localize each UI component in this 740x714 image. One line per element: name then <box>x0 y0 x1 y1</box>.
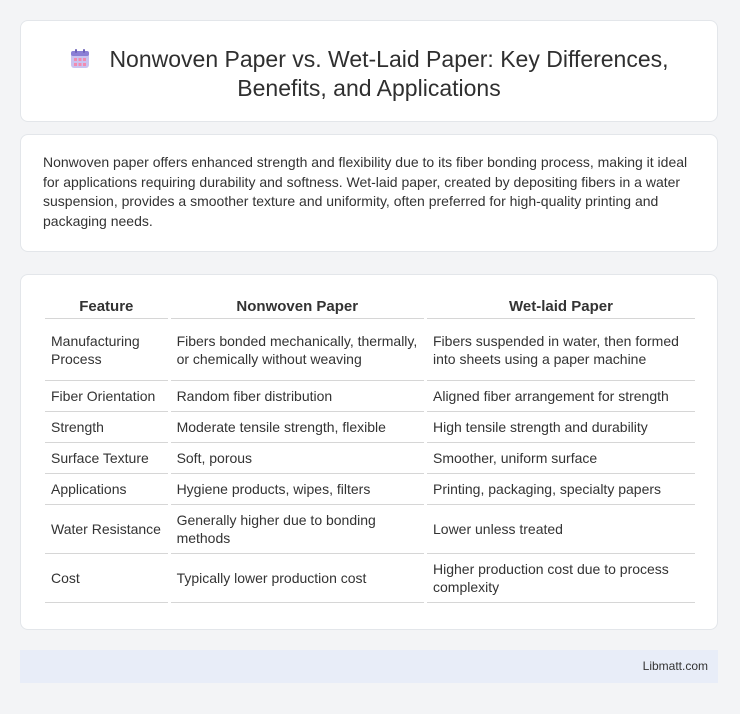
footer-bar <box>20 650 718 683</box>
table-row <box>45 474 695 505</box>
column-header-wet-laid: Wet-laid Paper <box>427 293 695 319</box>
table-cell-feature: Strength <box>45 412 168 443</box>
comparison-table <box>42 293 698 603</box>
table-row <box>45 505 695 554</box>
table-cell-wet-laid: Higher production cost due to process complexity <box>427 554 695 603</box>
table-cell-feature: Surface Texture <box>45 443 168 474</box>
table-cell-wet-laid: Fibers suspended in water, then formed into sheets using a paper machine <box>427 319 695 381</box>
table-row <box>45 319 695 381</box>
table-cell-feature: Fiber Orientation <box>45 381 168 412</box>
table-cell-feature: Water Resistance <box>45 505 168 554</box>
table-row <box>45 443 695 474</box>
table-cell-nonwoven: Hygiene products, wipes, filters <box>171 474 424 505</box>
table-cell-wet-laid: Smoother, uniform surface <box>427 443 695 474</box>
table-cell-wet-laid: Lower unless treated <box>427 505 695 554</box>
comparison-table-card <box>20 274 718 630</box>
table-cell-nonwoven: Typically lower production cost <box>171 554 424 603</box>
table-cell-nonwoven: Soft, porous <box>171 443 424 474</box>
table-cell-wet-laid: High tensile strength and durability <box>427 412 695 443</box>
intro-card <box>20 134 718 252</box>
column-header-feature: Feature <box>45 293 168 319</box>
header-card <box>20 20 718 122</box>
table-cell-feature: Cost <box>45 554 168 603</box>
table-cell-wet-laid: Aligned fiber arrangement for strength <box>427 381 695 412</box>
table-cell-nonwoven: Random fiber distribution <box>171 381 424 412</box>
column-header-nonwoven: Nonwoven Paper <box>171 293 424 319</box>
page-title <box>21 45 717 103</box>
table-cell-feature: Manufacturing Process <box>45 319 168 381</box>
table-cell-feature: Applications <box>45 474 168 505</box>
table-cell-wet-laid: Printing, packaging, specialty papers <box>427 474 695 505</box>
table-header-row <box>45 293 695 319</box>
table-cell-nonwoven: Moderate tensile strength, flexible <box>171 412 424 443</box>
table-row <box>45 554 695 603</box>
calendar-icon <box>69 48 91 70</box>
page-title-text: Nonwoven Paper vs. Wet-Laid Paper: Key Differences, Benefits, and Applications <box>109 46 669 101</box>
table-row <box>45 381 695 412</box>
table-row <box>45 412 695 443</box>
footer-brand-link[interactable]: Libmatt.com <box>642 659 708 673</box>
table-cell-nonwoven: Fibers bonded mechanically, thermally, or chemically without weaving <box>171 319 424 381</box>
intro-paragraph: Nonwoven paper offers enhanced strength and flexibility due to its fiber bonding process, making it ideal for applications requiring durability and softness. Wet-laid paper, created by depositing fibers in a water suspension, provides a smoother texture and uniformity, often preferred for high-quality printing and packaging needs. <box>43 154 688 229</box>
table-cell-nonwoven: Generally higher due to bonding methods <box>171 505 424 554</box>
